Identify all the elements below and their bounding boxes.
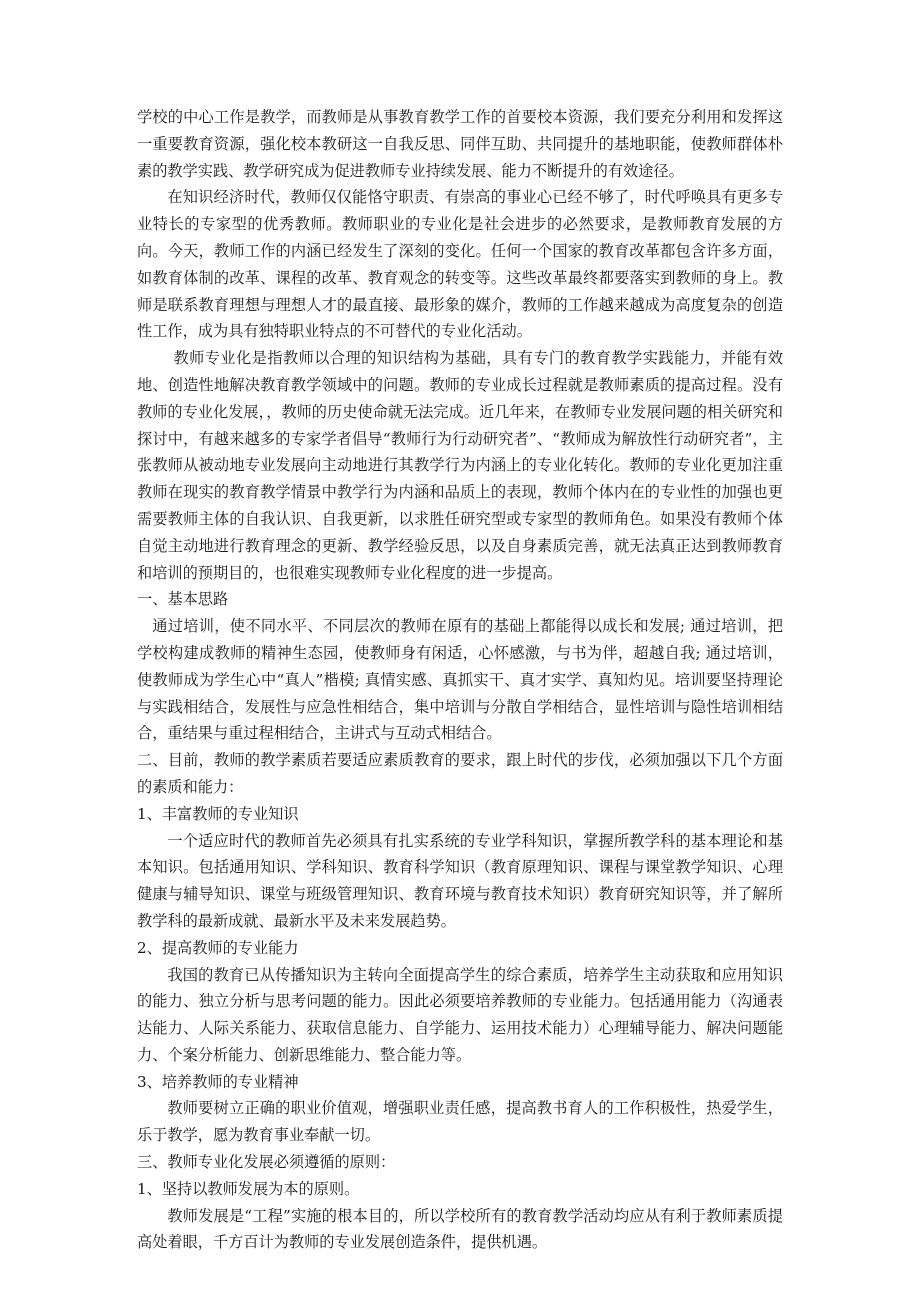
basic-idea-paragraph: 通过培训，使不同水平、不同层次的教师在原有的基础上都能得以成长和发展; 通过培训，把学校构建成教师的精神生态园，使教师身有闲适，心怀感激，与书为伴，超越自我; 通过培训，使教师成为学生心中“真人”楷模; 真情实感、真抓实干、真才实学、真知灼见。培训要坚持理论与实践相结合，发展性与应急性相结合，集中培训与分散自学相结合，显性培训与隐性培训相结合，重结果与重过程相结合，主讲式与互动式相结合。 xyxy=(137,617,783,743)
ability-paragraph: 我国的教育已从传播知识为主转向全面提高学生的综合素质，培养学生主动获取和应用知识的能力、独立分析与思考问题的能力。因此必须要培养教师的专业能力。包括通用能力（沟通表达能力、人际关系能力、获取信息能力、自学能力、运用技术能力）心理辅导能力、解决问题能力、个案分析能力、创新思维能力、整合能力等。 xyxy=(137,965,783,1064)
knowledge-economy-paragraph: 在知识经济时代，教师仅仅能恪守职责、有崇高的事业心已经不够了，时代呼唤具有更多专业特长的专家型的优秀教师。教师职业的专业化是社会进步的必然要求，是教师教育发展的方向。今天，教师工作的内涵已经发生了深刻的变化。任何一个国家的教育改革都包含许多方面，如教育体制的改革、课程的改革、教育观念的转变等。这些改革最终都要落实到教师的身上。教师是联系教育理想与理想人才的最直接、最形象的媒介，教师的工作越来越成为高度复杂的创造性工作，成为具有独特职业特点的不可替代的专业化活动。 xyxy=(137,188,783,341)
subheading-ability: 2、提高教师的专业能力 xyxy=(137,938,299,957)
section-heading-1: 一、基本思路 xyxy=(137,590,229,609)
subheading-knowledge: 1、丰富教师的专业知识 xyxy=(137,804,299,823)
professionalization-paragraph: 教师专业化是指教师以合理的知识结构为基础，具有专门的教育教学实践能力，并能有效地、创造性地解决教育教学领域中的问题。教师的专业成长过程就是教师素质的提高过程。没有教师的专业化发展，，教师的历史使命就无法完成。近几年来，在教师专业发展问题的相关研究和探讨中，有越来越多的专家学者倡导“教师行为行动研究者”、“教师成为解放性行动研究者”，主张教师从被动地专业发展向主动地进行其教学行为内涵上的专业化转化。教师的专业化更加注重教师在现实的教育教学情景中教学行为内涵和品质上的表现，教师个体内在的专业性的加强也更需要教师主体的自我认识、自我更新，以求胜任研究型或专家型的教师角色。如果没有教师个体自觉主动地进行教育理念的更新、教学经验反思，以及自身素质完善，就无法真正达到教师教育和培训的预期目的，也很难实现教师专业化程度的进一步提高。 xyxy=(137,349,783,582)
spirit-paragraph: 教师要树立正确的职业价值观，增强职业责任感，提高教书育人的工作积极性，热爱学生，乐于教学，愿为教育事业奉献一切。 xyxy=(137,1099,783,1145)
principle-1-paragraph: 教师发展是“工程”实施的根本目的，所以学校所有的教育教学活动均应从有利于教师素质提高处着眼，千方百计为教师的专业发展创造条件，提供机遇。 xyxy=(137,1206,783,1252)
section-heading-2: 二、目前，教师的教学素质若要适应素质教育的要求，跟上时代的步伐，必须加强以下几个方面的素质和能力： xyxy=(137,751,783,796)
subheading-principle-1: 1、坚持以教师发展为本的原则。 xyxy=(137,1179,360,1198)
intro-paragraph: 学校的中心工作是教学，而教师是从事教育教学工作的首要校本资源，我们要充分利用和发挥这一重要教育资源，强化校本教研这一自我反思、同伴互助、共同提升的基地职能，使教师群体朴素的教学实践、教学研究成为促进教师专业持续发展、能力不断提升的有效途径。 xyxy=(137,108,783,180)
subheading-spirit: 3、培养教师的专业精神 xyxy=(137,1072,299,1091)
knowledge-paragraph: 一个适应时代的教师首先必须具有扎实系统的专业学科知识，掌握所教学科的基本理论和基本知识。包括通用知识、学科知识、教育科学知识（教育原理知识、课程与课堂教学知识、心理健康与辅导知识、课堂与班级管理知识、教育环境与教育技术知识）教育研究知识等，并了解所教学科的最新成就、最新水平及未来发展趋势。 xyxy=(137,831,783,930)
section-heading-3: 三、教师专业化发展必须遵循的原则： xyxy=(137,1153,396,1172)
document-page xyxy=(137,104,783,1256)
